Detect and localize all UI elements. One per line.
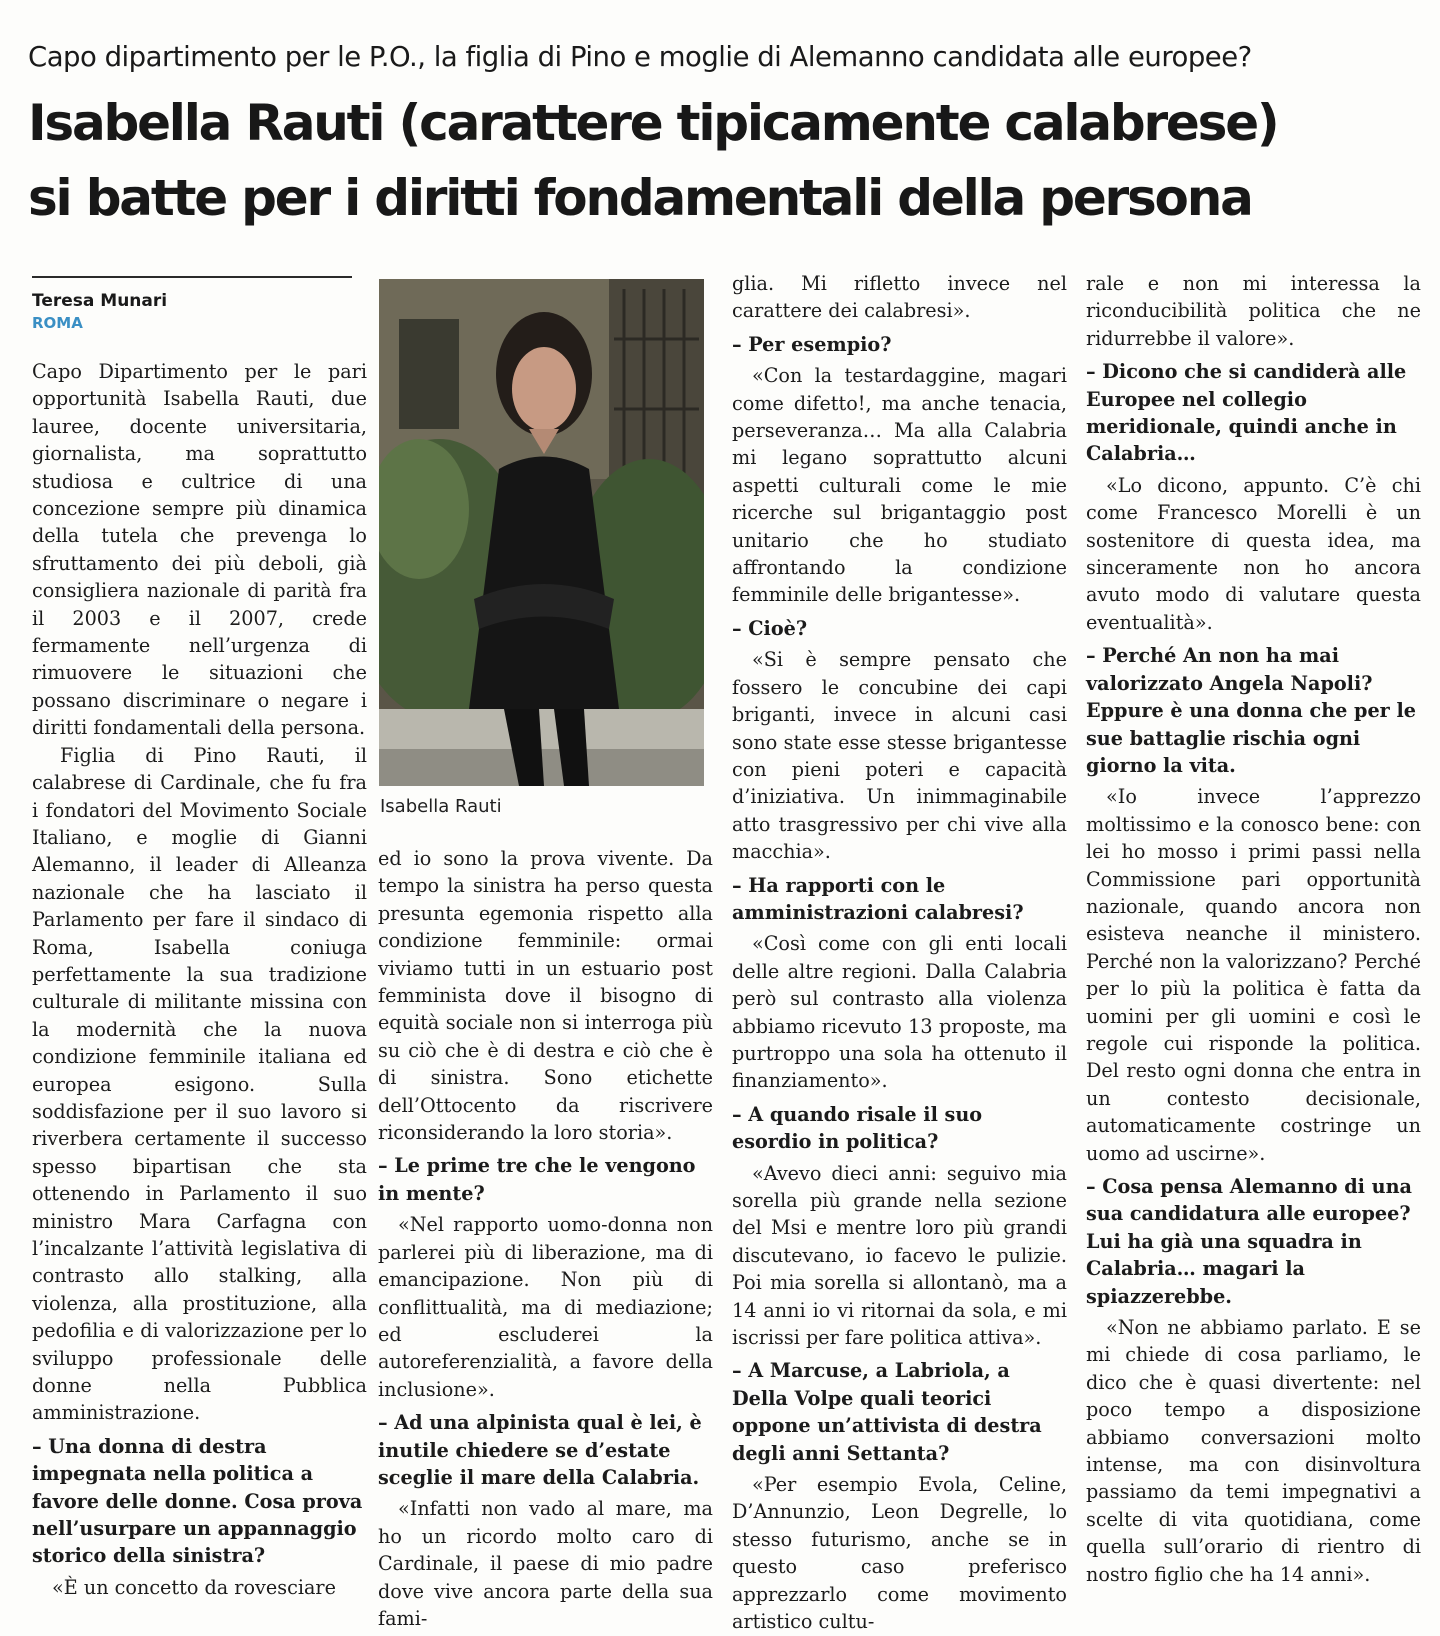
interview-question: – Ad una alpinista qual è lei, è inutile chiedere se d’estate sceglie il mare della Calabria. (378, 1411, 702, 1489)
paragraph: Capo Dipartimento per le pari opportunità Isabella Rauti, due lauree, docente universitaria, giornalista, ma soprattutto studiosa e cultrice di una concezione sempre più dinamica della tutela che prevenga lo sfruttamento dei più deboli, già consigliera nazionale di parità fra il 2003 e il 2007, crede fermamente nell’urgenza di rimuovere le situazioni che possano discriminare o negare i diritti fondamentali della persona. (32, 360, 367, 740)
interview-answer: «Così come con gli enti locali delle altre regioni. Dalla Calabria però sul contrasto alla violenza abbiamo ricevuto 13 proposte, ma purtroppo una sola ha ottenuto il finanziamento». (732, 932, 1067, 1093)
article-column-2 (378, 845, 713, 1632)
interview-answer: «Con la testardaggine, magari come difetto!, ma anche tenacia, perseveranza… Ma alla Calabria mi legano soprattutto alcuni aspetti culturali come le mie ricerche sul brigantaggio post unitario che ho studiato affrontando la condizione femminile delle brigantesse». (732, 364, 1067, 607)
kicker: Capo dipartimento per le P.O., la figlia di Pino e moglie di Alemanno candidata alle europee? (28, 41, 1252, 73)
interview-answer: glia. Mi rifletto invece nel carattere dei calabresi». (732, 272, 1067, 323)
interview-question: – A Marcuse, a Labriola, a Della Volpe quali teorici oppone un’attivista di destra degli anni Settanta? (732, 1359, 1042, 1465)
interview-answer: «Lo dicono, appunto. C’è chi come Francesco Morelli è un sostenitore di questa idea, ma sinceramente non ho ancora avuto modo di valutare questa eventualità». (1086, 473, 1421, 634)
interview-answer: «Nel rapporto uomo-donna non parlerei più di liberazione, ma di emancipazione. Non più di conflittualità, ma di mediazione; ed escluderei la autoreferenzialità, a favore della inclusione». (378, 1213, 713, 1401)
interview-answer: «Avevo dieci anni: seguivo mia sorella più grande nella sezione del Msi e mentre loro più grandi discutevano, io facevo le pulizie. Poi mia sorella si allontanò, ma a 14 anni io vi ritornai da sola, e mi iscrissi per fare politica attiva». (732, 1161, 1067, 1350)
interview-question: – A quando risale il suo esordio in politica? (732, 1102, 983, 1154)
interview-question: – Una donna di destra impegnata nella politica a favore delle donne. Cosa prova nell’usurpare un appannaggio storico della sinistra? (32, 1434, 363, 1568)
interview-question: – Ha rapporti con le amministrazioni calabresi? (732, 873, 1024, 924)
interview-answer: «Si è sempre pensato che fossero le concubine dei capi briganti, invece in alcuni casi sono state esse stesse brigantesse con pieni poteri e capacità d’iniziativa. Un inimmaginabile atto trasgressivo per chi vive alla macchia». (732, 648, 1067, 864)
dateline-city: ROMA (32, 314, 83, 332)
interview-question: – Perché An non ha mai valorizzato Angela Napoli? Eppure è una donna che per le sue battaglie rischia ogni giorno la vita. (1086, 644, 1416, 777)
interview-answer: rale e non mi interessa la riconducibilità politica che ne ridurrebbe il valore». (1086, 272, 1421, 350)
headline-line-2: si batte per i diritti fondamentali della persona (28, 169, 1252, 227)
interview-answer: ed io sono la prova vivente. Da tempo la sinistra ha perso questa presunta egemonia rispetto alla condizione femminile: ormai viviamo tutti in un estuario post femminista dove il bisogno di equità sociale non si interroga più su ciò che è di destra e ciò che è di sinistra. Sono etichette dell’Ottocento da riscrivere riconsiderando la loro storia». (378, 847, 713, 1145)
interview-answer: «Infatti non vado al mare, ma ho un ricordo molto caro di Cardinale, il paese di mio padre dove vive ancora parte della sua fami- (378, 1497, 713, 1630)
byline (32, 276, 352, 334)
article-column-1 (32, 358, 367, 1601)
paragraph: Figlia di Pino Rauti, il calabrese di Cardinale, che fu fra i fondatori del Movimento Sociale Italiano, e moglie di Gianni Alemanno, il leader di Alleanza nazionale che ha lasciato il Parlamento per fare il sindaco di Roma, Isabella coniuga perfettamente la sua tradizione culturale di militante missina con la modernità che la nuova condizione femminile italiana ed europea esigono. Sulla soddisfazione per il suo lavoro si riverbera certamente il successo spesso bipartisan che sta ottenendo in Parlamento il suo ministro Mara Carfagna con l’incalzante l’attività legislativa di contrasto allo stalking, alla violenza, alla prostituzione, alla pedofilia e di valorizzazione per lo sviluppo professionale delle donne nella Pubblica amministrazione. (32, 743, 367, 1425)
article-column-3 (732, 270, 1067, 1636)
portrait-photo (379, 279, 704, 786)
interview-answer: «È un concetto da rovesciare (52, 1575, 336, 1599)
interview-answer: «Non ne abbiamo parlato. E se mi chiede di cosa parliamo, le dico che è quasi divertente: nel poco tempo a disposizione abbiamo conversazioni molto intense, ma con disinvoltura passiamo da temi impegnativi a scelte di vita quotidiana, come quella sull’orario di rientro di nostro figlio che ha 14 anni». (1086, 1316, 1421, 1586)
interview-question: – Cosa pensa Alemanno di una sua candidatura alle europee? Lui ha già una squadra in Calabria… magari la spiazzerebbe. (1086, 1175, 1412, 1308)
interview-question: – Cioè? (732, 616, 808, 640)
photo-caption: Isabella Rauti (380, 796, 502, 817)
interview-question: – Per esempio? (732, 332, 892, 356)
interview-question: – Dicono che si candiderà alle Europee nel collegio meridionale, quindi anche in Calabria… (1086, 360, 1407, 466)
article-column-4 (1086, 270, 1421, 1588)
headline-line-1: Isabella Rauti (carattere tipicamente calabrese) (28, 94, 1278, 152)
interview-answer: «Io invece l’apprezzo moltissimo e la conosco bene: con lei ho mosso i primi passi nella Commissione pari opportunità nazionale, quando ancora non esisteva neanche il ministero. Perché non la valorizzano? Perché per lo più la politica è fatta da uomini per gli uomini e così le regole cui risponde la politica. Del resto ogni donna che entra in un contesto decisionale, automaticamente costringe un uomo ad uscirne». (1086, 785, 1421, 1165)
interview-question: – Le prime tre che le vengono in mente? (378, 1154, 696, 1205)
author-name: Teresa Munari (32, 291, 168, 311)
interview-answer: «Per esempio Evola, Celine, D’Annunzio, Leon Degrelle, lo stesso futurismo, anche se in questo caso preferisco apprezzarlo come movimento artistico cultu- (732, 1473, 1067, 1634)
